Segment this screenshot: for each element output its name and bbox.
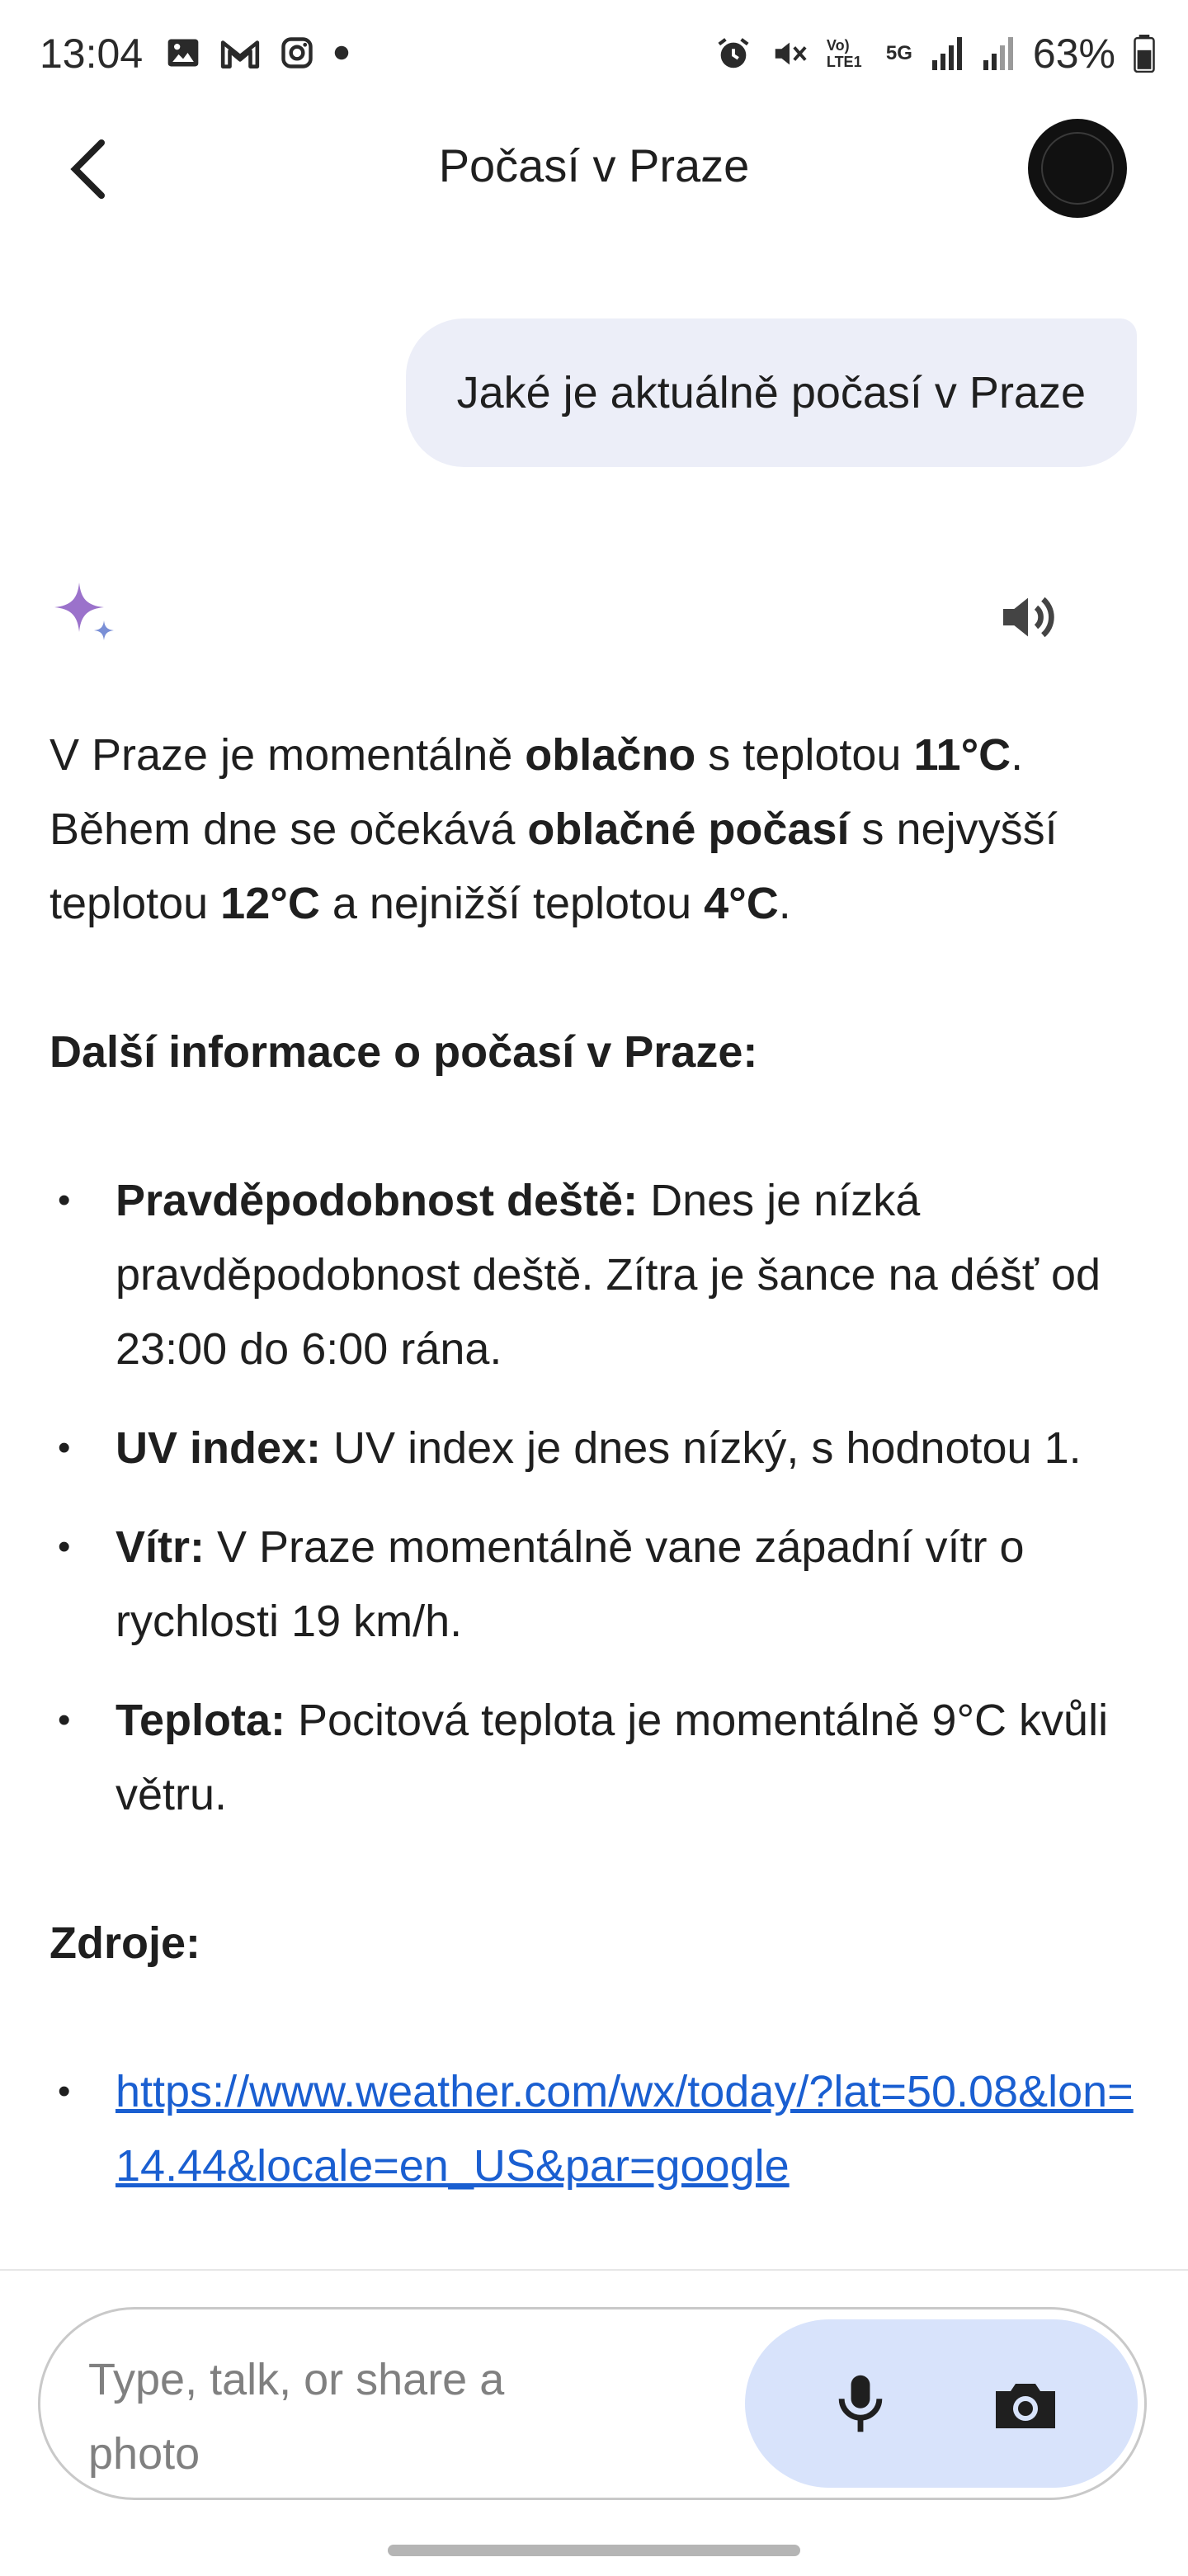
summary-text: V Praze je momentálně [50,730,526,780]
list-item [50,1163,1138,1386]
response-summary [50,718,1138,941]
list-item-label: UV index: [116,1423,322,1473]
summary-text: . [778,879,791,928]
system-icons [714,30,1155,78]
info-heading: Další informace o počasí v Praze: [50,1027,758,1077]
alarm-icon [714,35,752,73]
camera-button[interactable] [984,2362,1067,2445]
sources-list [50,2055,1138,2203]
info-list [50,1163,1138,1832]
source-item [50,2055,1138,2203]
list-item-label: Pravděpodobnost deště: [116,1176,639,1225]
user-message-text: Jaké je aktuálně počasí v Praze [456,368,1086,418]
5g-icon: 5G [885,42,912,64]
app-header [0,116,1188,223]
summary-bold: 12°C [220,879,320,928]
instagram-icon [279,35,315,71]
microphone-button[interactable] [819,2362,902,2445]
mute-icon [771,35,808,73]
home-indicator[interactable] [388,2545,800,2556]
summary-text: s teplotou [695,730,914,780]
input-actions [745,2319,1138,2488]
prompt-placeholder[interactable]: Type, talk, or share a photo [88,2355,505,2479]
microphone-icon [832,2371,889,2437]
source-link[interactable]: https://www.weather.com/wx/today/?lat=50.08&lon=14.44&locale=en_US&par=google [116,2067,1134,2191]
list-item-text: V Praze momentálně vane západní vítr o rychlosti 19 km/h. [116,1522,1025,1646]
notification-icons [165,35,350,71]
summary-bold: 4°C [704,879,779,928]
list-item-text: UV index je dnes nízký, s hodnotou 1. [321,1423,1082,1473]
battery-icon [1134,35,1155,73]
list-item-text: Dnes je nízká pravděpodobnost deště. Zítra je šance na déšť od 23:00 do 6:00 rána. [116,1176,1101,1374]
list-item-label: Vítr: [116,1522,205,1572]
list-item [50,1683,1138,1832]
summary-text: s nejvyšší teplotou [50,804,1058,928]
speaker-icon [995,584,1061,650]
volte-icon: Vo) LTE1 [826,37,862,70]
signal-icon [931,35,964,72]
status-time: 13:04 [40,31,144,77]
gemini-spark-icon [50,578,124,652]
summary-bold: oblačno [525,730,696,780]
user-message-bubble [406,318,1137,467]
avatar[interactable] [1028,119,1127,218]
gmail-icon [219,35,261,71]
signal2-icon [982,35,1015,72]
input-bar [0,2269,1188,2576]
list-item-label: Teplota: [116,1696,285,1745]
image-icon [165,35,201,71]
list-item [50,1510,1138,1658]
summary-bold: oblačné počasí [527,804,850,854]
dot-icon [333,35,350,71]
summary-bold: 11°C [913,730,1011,780]
avatar-ring-icon [1041,132,1114,205]
battery-percentage: 63% [1032,31,1115,77]
sources-heading: Zdroje: [50,1918,200,1968]
list-item-text: Pocitová teplota je momentálně 9°C kvůli větru. [116,1696,1109,1819]
summary-text: a nejnižší teplotou [319,879,705,928]
assistant-response [50,718,1138,2203]
read-aloud-button[interactable] [995,584,1061,650]
list-item [50,1411,1138,1485]
page-title: Počasí v Praze [438,139,750,191]
summary-text: . Během dne se očekává [50,730,1024,854]
camera-icon [991,2372,1060,2435]
status-bar [0,0,1188,107]
prompt-input[interactable] [38,2307,1147,2500]
